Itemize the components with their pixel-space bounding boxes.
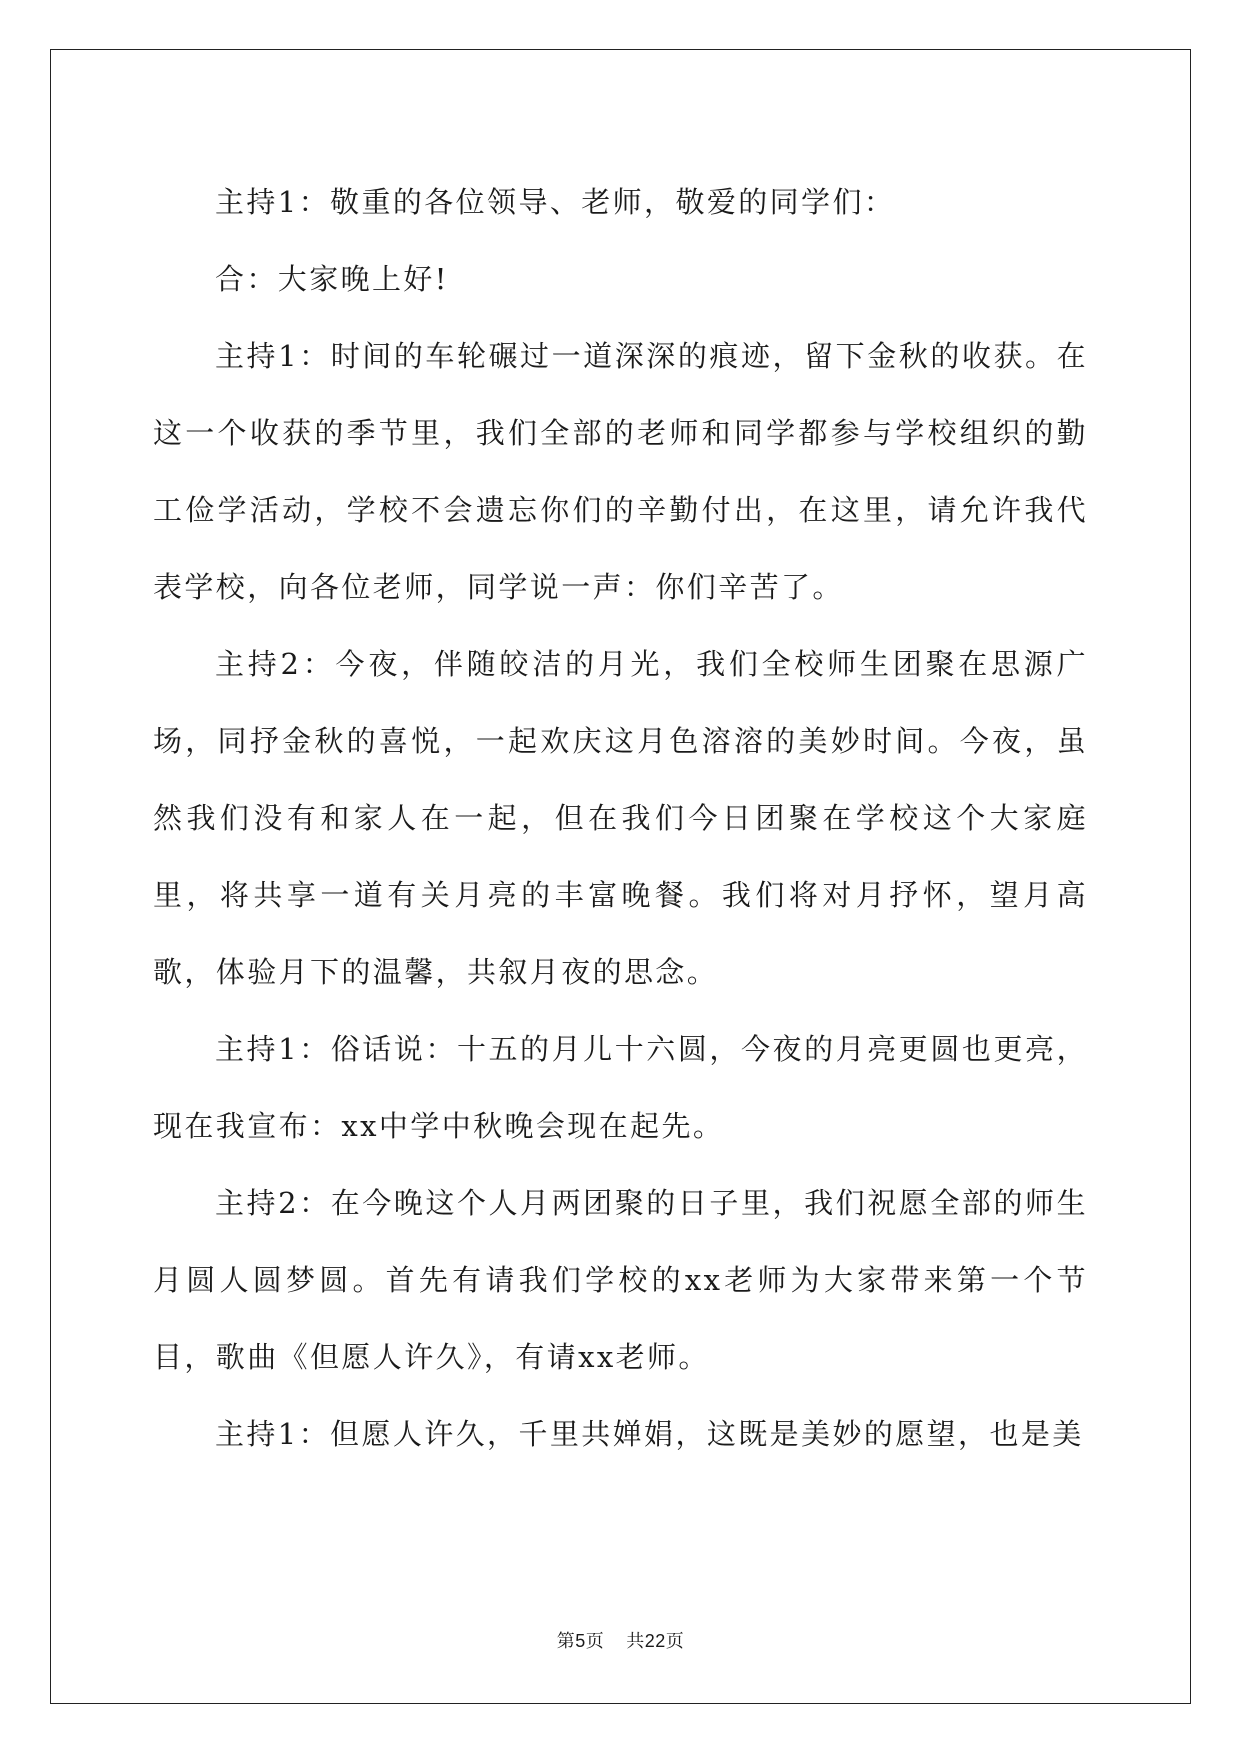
paragraph: 合：大家晚上好!: [215, 262, 449, 296]
paragraph: 主持1：敬重的各位领导、老师，敬爱的同学们：: [215, 185, 896, 219]
page-unit: 页: [585, 1631, 605, 1652]
page-footer: [0, 1627, 1241, 1653]
paragraph: 主持1：俗话说：十五的月儿十六圆，今夜的月亮更圆也更亮，现在我宣布：xx中学中秋晚会现在起先。: [153, 1032, 1088, 1143]
total-prefix: 共: [626, 1631, 645, 1652]
page-total: 22: [644, 1631, 666, 1651]
paragraph: 主持2：在今晚这个人月两团聚的日子里，我们祝愿全部的师生月圆人圆梦圆。首先有请我们学校的xx老师为大家带来第一个节目，歌曲《但愿人许久》，有请xx老师。: [153, 1186, 1088, 1374]
paragraph: 主持1：时间的车轮碾过一道深深的痕迹，留下金秋的收获。在这一个收获的季节里，我们全部的老师和同学都参与学校组织的勤工俭学活动，学校不会遗忘你们的辛勤付出，在这里，请允许我代表学校，向各位老师，同学说一声：你们辛苦了。: [153, 339, 1088, 604]
paragraph: 主持2：今夜，伴随皎洁的月光，我们全校师生团聚在思源广场，同抒金秋的喜悦，一起欢庆这月色溶溶的美妙时间。今夜，虽然我们没有和家人在一起，但在我们今日团聚在学校这个大家庭里，将共享一道有关月亮的丰富晚餐。我们将对月抒怀，望月高歌，体验月下的温馨，共叙月夜的思念。: [153, 647, 1088, 989]
page-prefix: 第: [556, 1631, 576, 1652]
page-current: 5: [575, 1631, 586, 1651]
total-unit: 页: [665, 1631, 685, 1652]
paragraph: 主持1：但愿人许久，千里共婵娟，这既是美妙的愿望，也是美: [215, 1417, 1084, 1451]
document-body: [153, 164, 1088, 1473]
